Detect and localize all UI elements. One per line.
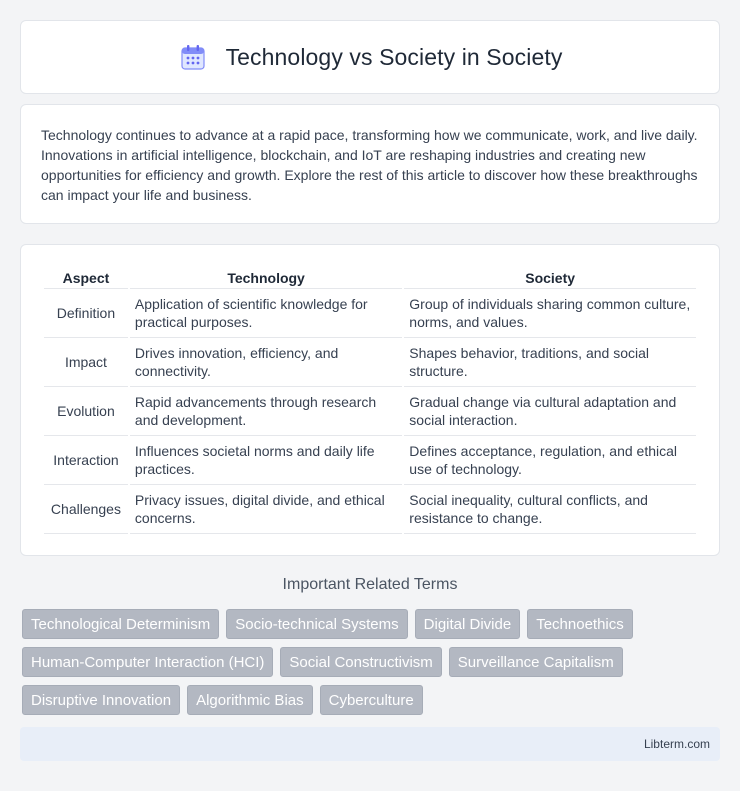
comparison-table-card <box>20 244 720 556</box>
table-header-row <box>44 265 696 289</box>
row-society: Social inequality, cultural conflicts, and resistance to change. <box>404 485 696 534</box>
tag-technological-determinism[interactable]: Technological Determinism <box>22 609 219 639</box>
row-technology: Drives innovation, efficiency, and connectivity. <box>130 338 402 387</box>
row-technology: Rapid advancements through research and development. <box>130 387 402 436</box>
intro-card <box>20 104 720 224</box>
header-aspect: Aspect <box>44 265 128 289</box>
tag-hci[interactable]: Human-Computer Interaction (HCI) <box>22 647 273 677</box>
tag-algorithmic-bias[interactable]: Algorithmic Bias <box>187 685 313 715</box>
tag-technoethics[interactable]: Technoethics <box>527 609 633 639</box>
row-society: Group of individuals sharing common culture, norms, and values. <box>404 289 696 338</box>
row-society: Shapes behavior, traditions, and social structure. <box>404 338 696 387</box>
table-row <box>44 436 696 485</box>
table-row <box>44 289 696 338</box>
title-wrap <box>178 42 563 72</box>
header-society: Society <box>404 265 696 289</box>
tag-cyberculture[interactable]: Cyberculture <box>320 685 423 715</box>
tag-digital-divide[interactable]: Digital Divide <box>415 609 521 639</box>
row-technology: Privacy issues, digital divide, and ethical concerns. <box>130 485 402 534</box>
table-row <box>44 485 696 534</box>
row-aspect: Impact <box>44 338 128 387</box>
calendar-icon <box>178 42 208 72</box>
tag-surveillance-capitalism[interactable]: Surveillance Capitalism <box>449 647 623 677</box>
footer-site-link[interactable]: Libterm.com <box>643 737 710 751</box>
footer <box>20 727 720 761</box>
row-aspect: Interaction <box>44 436 128 485</box>
related-terms-title: Important Related Terms <box>282 576 458 593</box>
row-society: Gradual change via cultural adaptation and social interaction. <box>404 387 696 436</box>
table-row <box>44 338 696 387</box>
row-aspect: Evolution <box>44 387 128 436</box>
comparison-table <box>42 265 698 534</box>
related-terms-tags <box>22 609 722 715</box>
row-society: Defines acceptance, regulation, and ethical use of technology. <box>404 436 696 485</box>
tag-social-constructivism[interactable]: Social Constructivism <box>280 647 441 677</box>
row-aspect: Challenges <box>44 485 128 534</box>
tag-disruptive-innovation[interactable]: Disruptive Innovation <box>22 685 180 715</box>
header-technology: Technology <box>130 265 402 289</box>
row-aspect: Definition <box>44 289 128 338</box>
table-row <box>44 387 696 436</box>
row-technology: Application of scientific knowledge for practical purposes. <box>130 289 402 338</box>
page-title: Technology vs Society in Society <box>225 43 563 70</box>
tag-socio-technical-systems[interactable]: Socio-technical Systems <box>226 609 407 639</box>
row-technology: Influences societal norms and daily life practices. <box>130 436 402 485</box>
header-card <box>20 20 720 94</box>
intro-text: Technology continues to advance at a rapid pace, transforming how we communicate, work, and live daily. Innovations in artificial intelligence, blockchain, and IoT are reshaping industries and creating new opportunities for efficiency and growth. Explore the rest of this article to discover how these breakthroughs can impact your life and business. <box>41 127 698 203</box>
